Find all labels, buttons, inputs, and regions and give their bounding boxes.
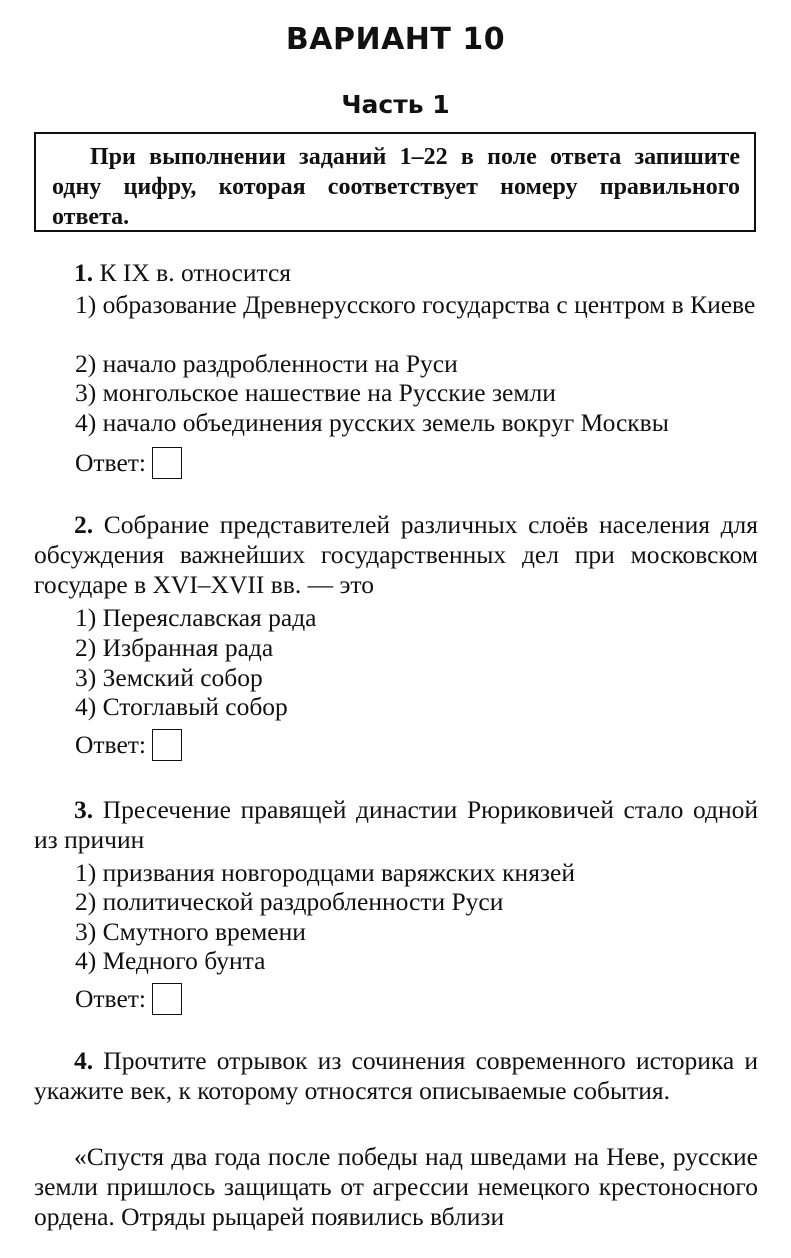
question-3-option-2: 2) политической раздробленности Руси — [75, 887, 504, 916]
question-2 — [34, 510, 758, 600]
question-1-text: К IX в. относится — [99, 258, 292, 287]
question-3-option-1: 1) призвания новгородцами варяжских князей — [75, 858, 575, 887]
answer-label: Ответ: — [75, 984, 146, 1013]
question-2-option-3: 3) Земский собор — [75, 663, 263, 692]
question-1-answer — [75, 446, 182, 480]
question-1 — [34, 258, 758, 288]
question-1-option-3: 3) монгольское нашествие на Русские земли — [75, 378, 556, 407]
question-3-number: 3. — [74, 795, 94, 824]
question-2-number: 2. — [74, 510, 94, 539]
question-2-option-1: 1) Переяславская рада — [75, 603, 317, 632]
question-2-option-2: 2) Избранная рада — [75, 633, 274, 662]
answer-box-3[interactable] — [152, 983, 182, 1015]
question-2-option-4: 4) Стоглавый собор — [75, 692, 288, 721]
question-3-option-4: 4) Медного бунта — [75, 946, 266, 975]
question-3-text: Пресечение правящей династии Рюриковичей стало одной из причин — [34, 795, 759, 854]
part-title: Часть 1 — [341, 90, 450, 119]
question-1-option-2: 2) начало раздробленности на Руси — [75, 349, 458, 378]
answer-box-1[interactable] — [152, 447, 182, 479]
question-4 — [34, 1046, 758, 1106]
answer-label: Ответ: — [75, 448, 146, 477]
question-4-text: Прочтите отрывок из сочинения современного историка и укажите век, к которому относятся описываемые события. — [34, 1046, 759, 1105]
question-2-answer — [75, 728, 182, 762]
answer-label: Ответ: — [75, 730, 146, 759]
question-3-option-3: 3) Смутного времени — [75, 917, 306, 946]
question-2-text: Собрание представителей различных слоёв населения для обсуждения важнейших государственных дел при московском государе в XVI–XVII вв. — это — [34, 510, 758, 599]
question-1-option-4: 4) начало объединения русских земель вокруг Москвы — [75, 408, 669, 437]
question-4-quote: «Спустя два года после победы над шведами на Неве, русские земли пришлось защищать от агрессии немецкого крестоносного ордена. Отряды рыцарей появились вблизи — [34, 1142, 758, 1231]
variant-title: ВАРИАНТ 10 — [285, 22, 506, 57]
answer-box-2[interactable] — [152, 729, 182, 761]
question-1-option-1: 1) образование Древнерусского государства с центром в Киеве — [75, 290, 756, 319]
question-4-number: 4. — [74, 1046, 94, 1075]
question-3 — [34, 795, 758, 855]
instruction-box: При выполнении заданий 1–22 в поле ответа запишите одну цифру, которая соответствует номеру правильного ответа. — [34, 132, 756, 232]
question-3-answer — [75, 982, 182, 1016]
question-1-number: 1. — [74, 258, 94, 287]
